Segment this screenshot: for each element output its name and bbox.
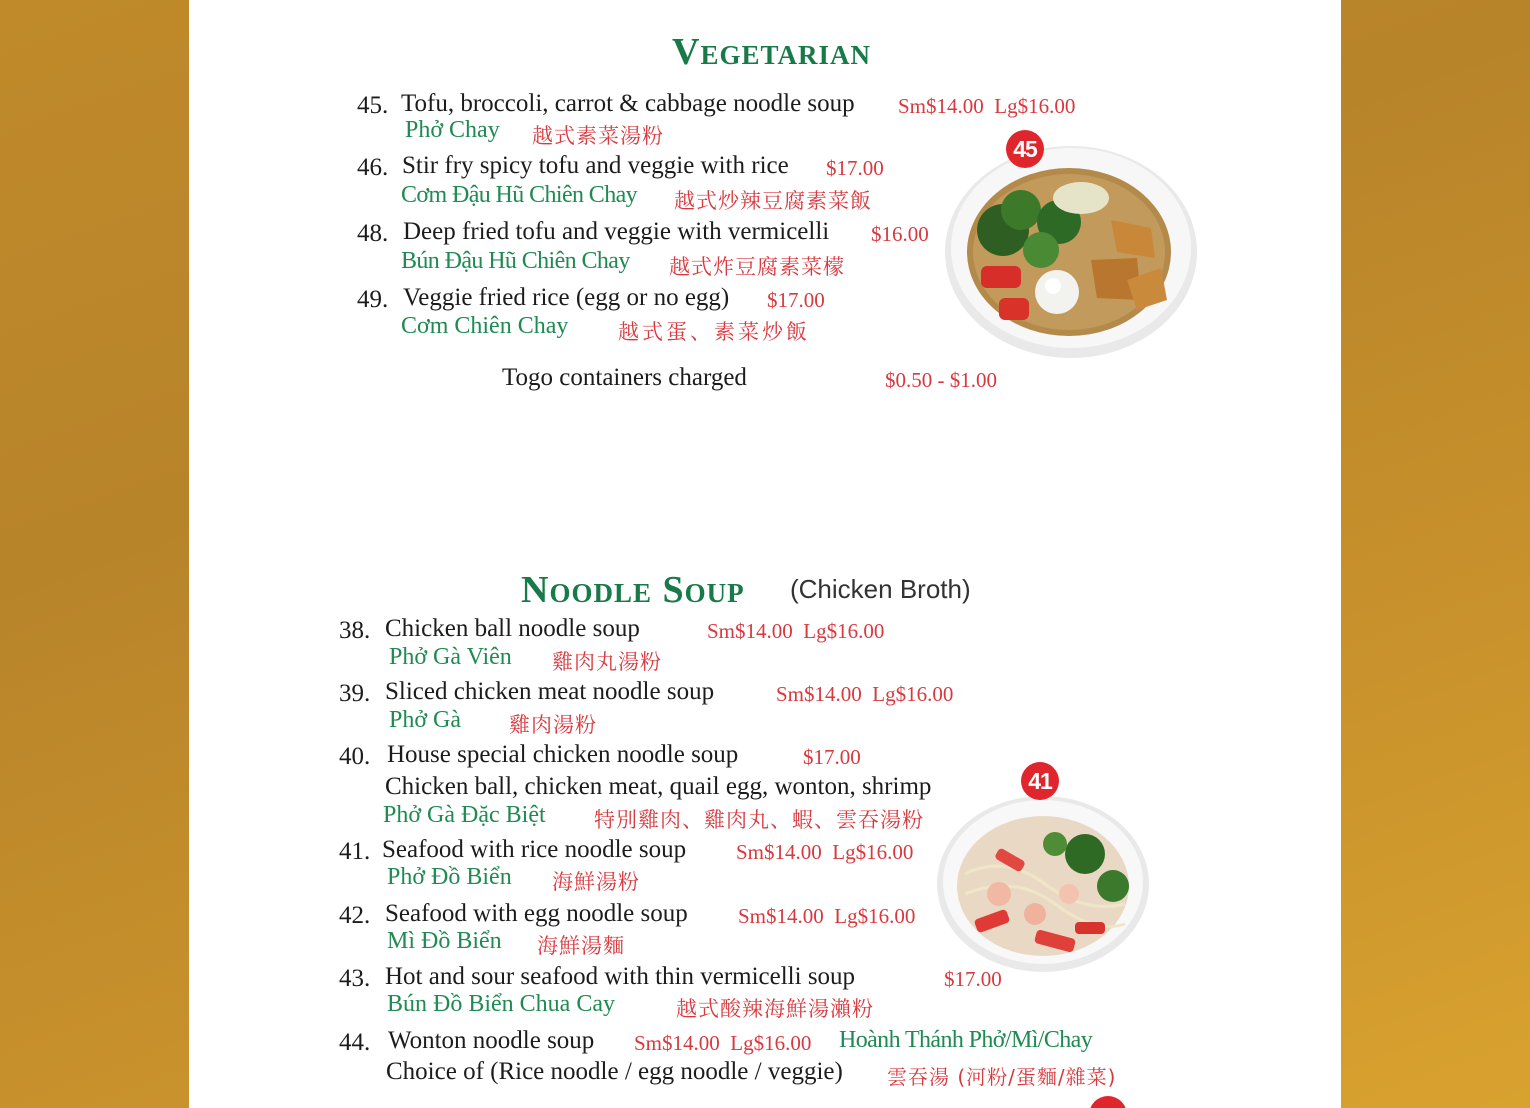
item-price: Sm$14.00 Lg$16.00 [776, 682, 954, 706]
item-name-zh: 越式蛋、素菜炒飯 [618, 320, 810, 344]
item-name-en: Chicken ball noodle soup [385, 615, 640, 642]
item-name-en: Tofu, broccoli, carrot & cabbage noodle soup [401, 90, 855, 117]
item-name-vn: Phở Gà Đặc Biệt [383, 802, 546, 828]
item-number: 39. [339, 680, 371, 707]
item-price: $17.00 [944, 967, 1002, 991]
item-number: 45. [357, 92, 389, 119]
item-description: Choice of (Rice noodle / egg noodle / veggie) [386, 1058, 843, 1085]
item-name-en: Hot and sour seafood with thin vermicelli soup [385, 963, 856, 990]
item-price: $17.00 [767, 288, 825, 312]
item-name-en: Seafood with egg noodle soup [385, 900, 688, 927]
item-name-vn: Cơm Chiên Chay [401, 313, 569, 339]
item-name-zh: 海鮮湯粉 [552, 870, 640, 894]
item-number: 41. [339, 838, 371, 865]
item-number: 43. [339, 965, 371, 992]
item-name-vn: Phở Gà Viên [389, 644, 512, 670]
item-number: 48. [357, 220, 389, 247]
item-price: Sm$14.00 Lg$16.00 [736, 840, 914, 864]
item-name-zh: 海鮮湯麵 [537, 934, 625, 958]
item-name-zh: 越式酸辣海鮮湯瀨粉 [676, 997, 874, 1021]
item-price: Sm$14.00 Lg$16.00 [898, 94, 1076, 118]
partial-badge [1089, 1096, 1127, 1108]
item-number: 49. [357, 286, 389, 313]
item-price: Sm$14.00 Lg$16.00 [634, 1031, 812, 1055]
item-badge: 45 [1006, 130, 1044, 168]
section-subtitle: (Chicken Broth) [790, 574, 971, 604]
item-name-en: Wonton noodle soup [388, 1027, 595, 1054]
section-title-vegetarian: Vegetarian [672, 31, 871, 73]
section-title-noodle-soup: Noodle Soup [521, 569, 745, 611]
item-name-vn: Bún Đậu Hũ Chiên Chay [401, 248, 630, 274]
item-name-en: House special chicken noodle soup [387, 741, 739, 768]
item-number: 46. [357, 154, 389, 181]
item-name-vn: Hoành Thánh Phở/Mì/Chay [839, 1027, 1093, 1053]
item-name-zh: 特別雞肉、雞肉丸、蝦、雲吞湯粉 [594, 808, 924, 832]
item-number: 38. [339, 617, 371, 644]
seafood-soup-photo [935, 794, 1151, 974]
item-name-vn: Cơm Đậu Hũ Chiên Chay [401, 182, 638, 208]
item-name-vn: Phở Gà [389, 707, 462, 733]
item-name-zh: 雲吞湯 (河粉/蛋麵/雜菜) [887, 1065, 1117, 1089]
item-description: Chicken ball, chicken meat, quail egg, wonton, shrimp [385, 773, 932, 800]
togo-label: Togo containers charged [502, 364, 747, 391]
item-name-vn: Mì Đồ Biển [387, 928, 502, 954]
item-name-en: Stir fry spicy tofu and veggie with rice [402, 152, 789, 179]
item-name-vn: Phở Đồ Biển [387, 864, 512, 890]
item-name-en: Deep fried tofu and veggie with vermicelli [403, 218, 830, 245]
item-number: 42. [339, 902, 371, 929]
item-name-vn: Bún Đồ Biển Chua Cay [387, 991, 615, 1017]
item-name-zh: 越式素菜湯粉 [532, 124, 664, 148]
item-price: $17.00 [826, 156, 884, 180]
item-price: Sm$14.00 Lg$16.00 [738, 904, 916, 928]
item-number: 40. [339, 743, 371, 770]
item-price: $17.00 [803, 745, 861, 769]
item-name-en: Sliced chicken meat noodle soup [385, 678, 715, 705]
item-badge: 41 [1021, 762, 1059, 800]
item-name-en: Veggie fried rice (egg or no egg) [403, 284, 730, 311]
item-name-zh: 越式炒辣豆腐素菜飯 [674, 189, 872, 213]
item-name-zh: 越式炸豆腐素菜檬 [669, 255, 845, 279]
menu-page [189, 0, 1341, 1108]
togo-price: $0.50 - $1.00 [885, 368, 997, 392]
item-price: $16.00 [871, 222, 929, 246]
item-name-zh: 雞肉湯粉 [509, 713, 597, 737]
item-number: 44. [339, 1029, 371, 1056]
vegetarian-soup-photo [941, 140, 1201, 362]
item-name-vn: Phở Chay [405, 117, 500, 143]
item-name-en: Seafood with rice noodle soup [382, 836, 687, 863]
item-price: Sm$14.00 Lg$16.00 [707, 619, 885, 643]
item-name-zh: 雞肉丸湯粉 [552, 650, 662, 674]
